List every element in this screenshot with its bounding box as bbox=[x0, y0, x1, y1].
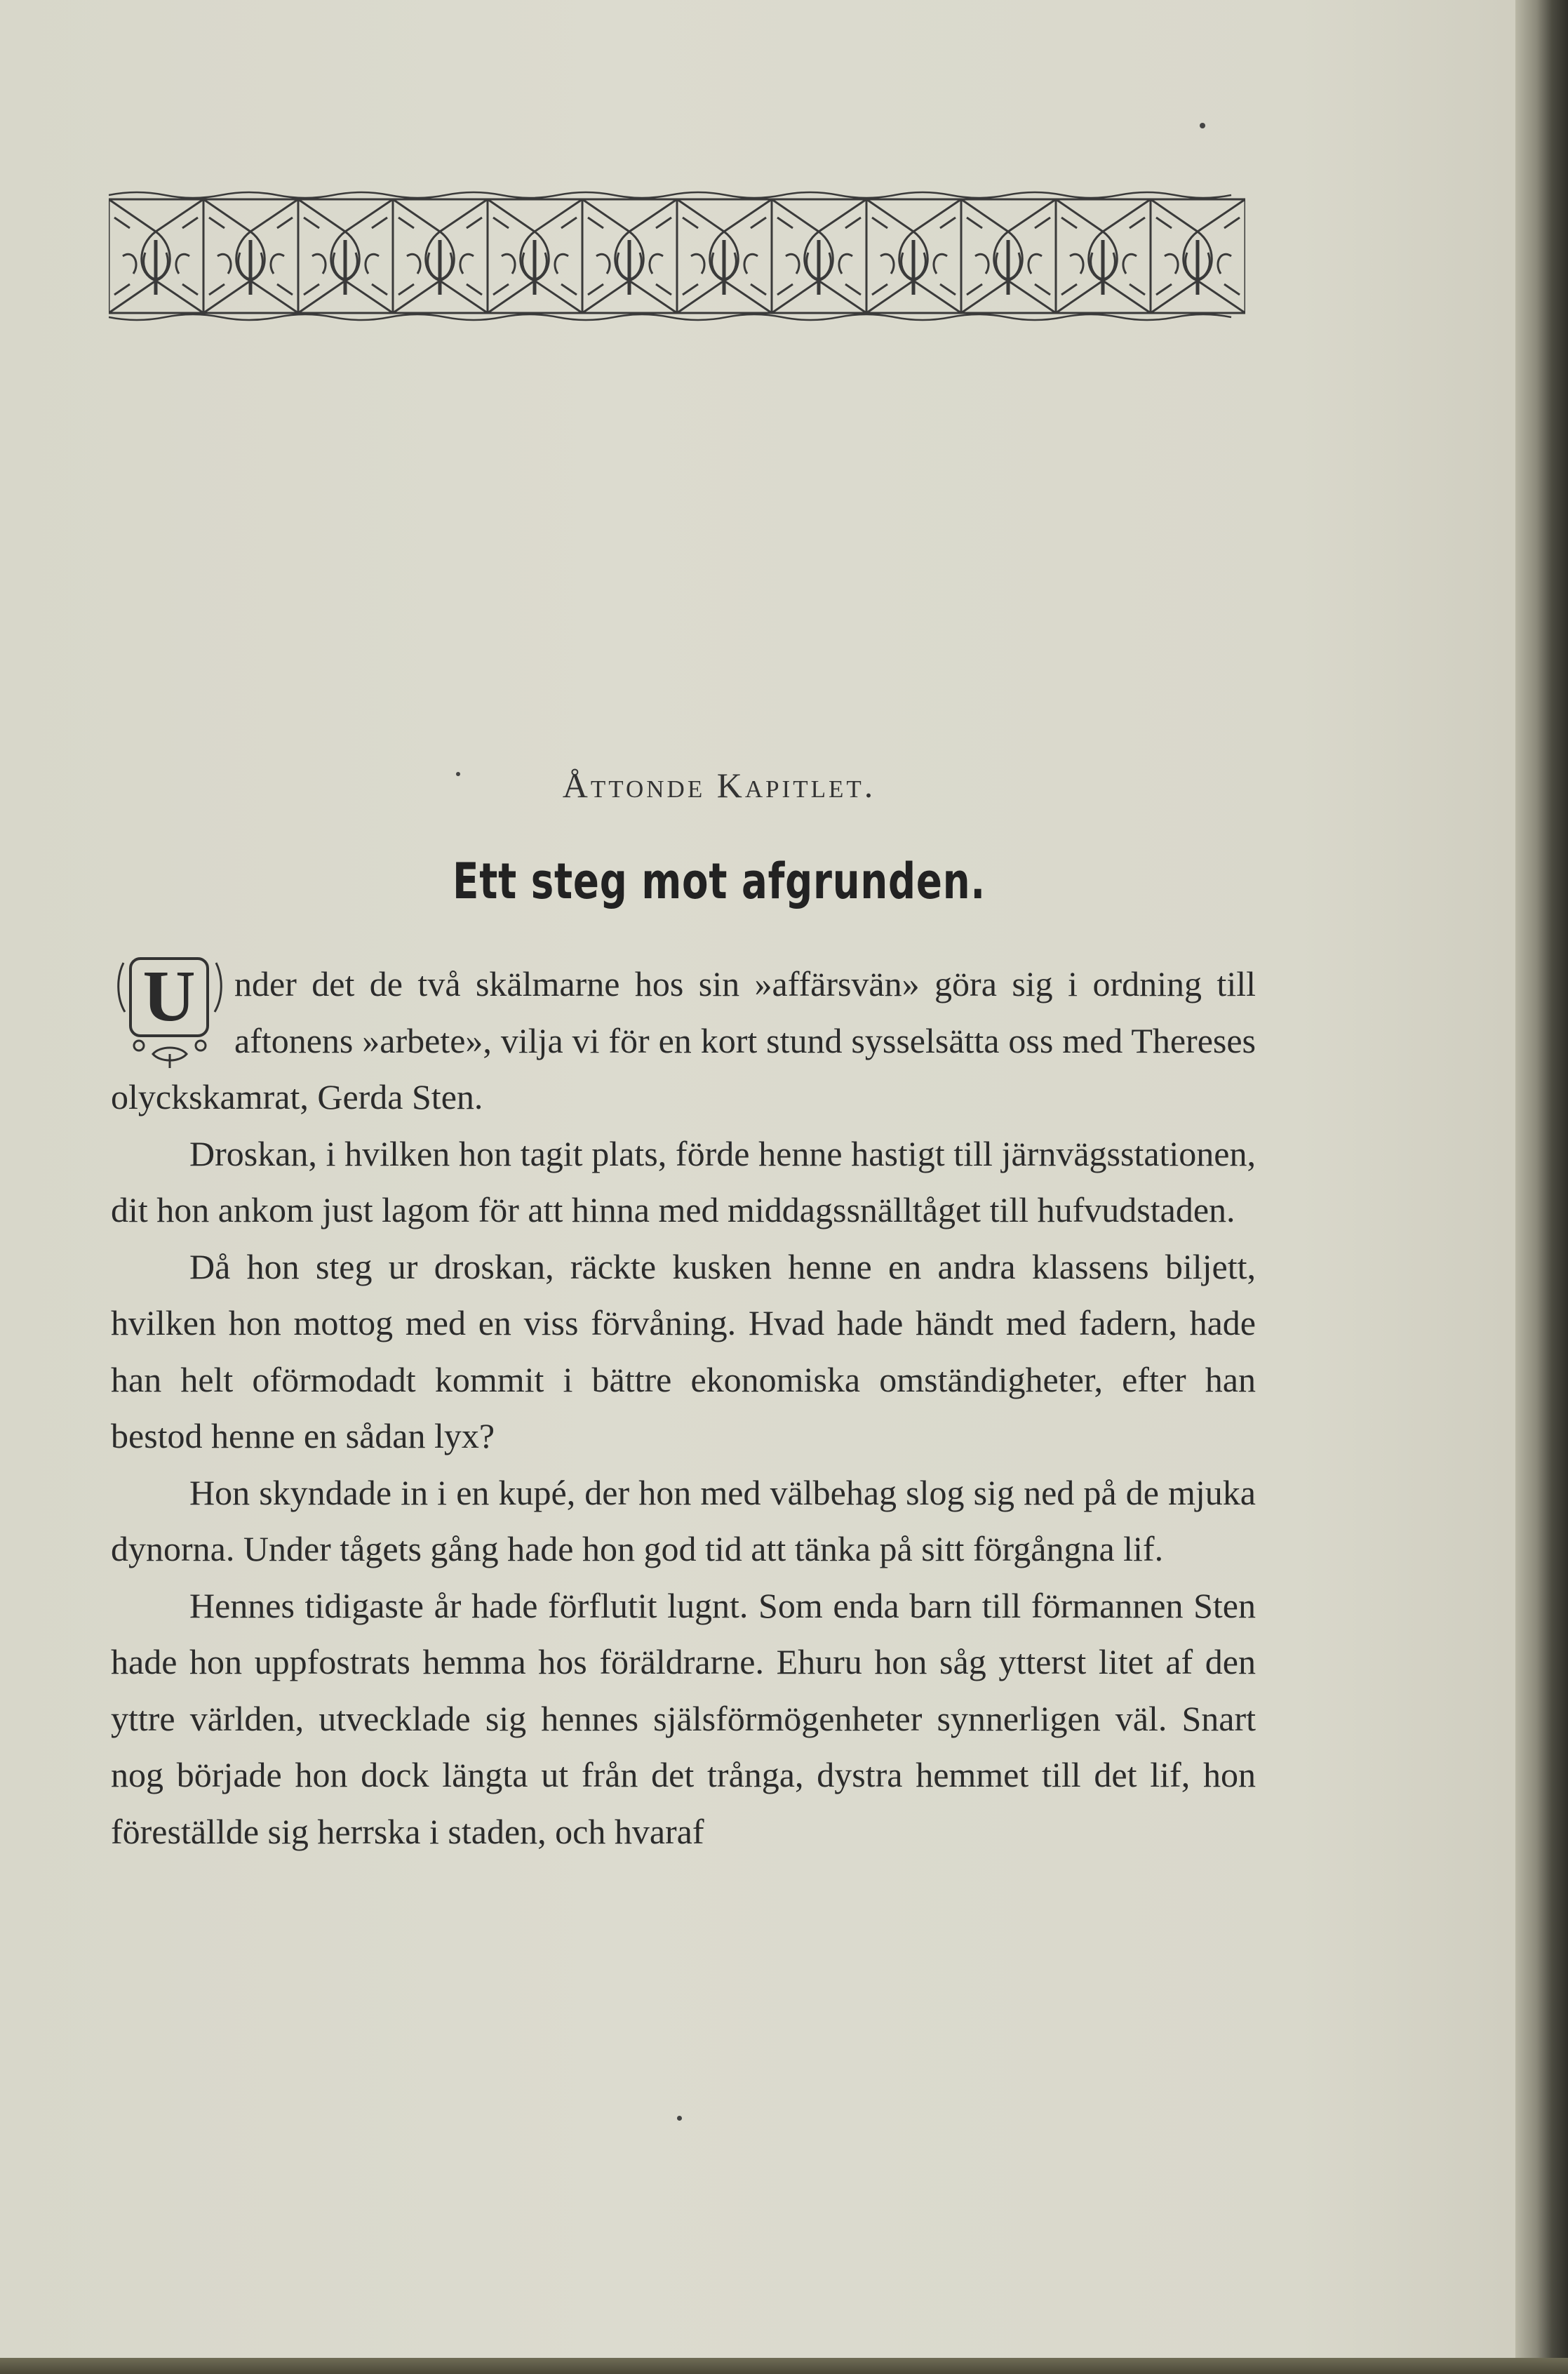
dropcap-letter: U bbox=[142, 956, 196, 1036]
page-bottom-edge bbox=[0, 2358, 1568, 2374]
paragraph-2: Droskan, i hvilken hon tagit plats, förde henne hastigt till järnvägsstationen, dit hon ankom just lagom för att hinna med middagssnälltåget till hufvudstaden. bbox=[111, 1133, 1256, 1229]
dropcap-ornament bbox=[111, 956, 230, 1068]
speck-dot bbox=[677, 2116, 682, 2121]
paragraph-1 bbox=[111, 956, 1256, 1126]
paragraph-4: Hon skyndade in i en kupé, der hon med välbehag slog sig ned på de mjuka dynorna. Under tågets gång hade hon god tid att tänka på sitt förgångna lif. bbox=[111, 1472, 1256, 1568]
paragraph-3: Då hon steg ur droskan, räckte kusken henne en andra klassens biljett, hvilken hon mottog med en viss förvåning. Hvad hade händt med fadern, hade han helt oförmodadt kommit i bättre ekonomiska omständigheter, efter han bestod henne en sådan lyx? bbox=[111, 1246, 1256, 1455]
body-text bbox=[111, 956, 1256, 1860]
book-spine-edge bbox=[1515, 0, 1568, 2374]
paragraph-1-text: nder det de två skälmarne hos sin »affärsvän» göra sig i ordning till aftonens »arbete», vilja vi för en kort stund sysselsätta oss med Thereses olyckskamrat, Gerda Sten. bbox=[111, 964, 1256, 1116]
decorative-header-ornament bbox=[109, 189, 1245, 323]
paragraph-5: Hennes tidigaste år hade förflutit lugnt. Som enda barn till förmannen Sten hade hon uppfostrats hemma hos föräldrarne. Ehuru hon såg ytterst litet af den yttre världen, utvecklade sig hennes själsförmögenheter synnerligen väl. Snart nog började hon dock längta ut från det trånga, dystra hemmet till det lif, hon föreställde sig herrska i staden, och hvaraf bbox=[111, 1585, 1256, 1851]
speck-dot bbox=[1200, 123, 1205, 128]
chapter-title: Ett steg mot afgrunden. bbox=[453, 853, 986, 910]
chapter-label: Åttonde Kapitlet. bbox=[562, 766, 876, 805]
